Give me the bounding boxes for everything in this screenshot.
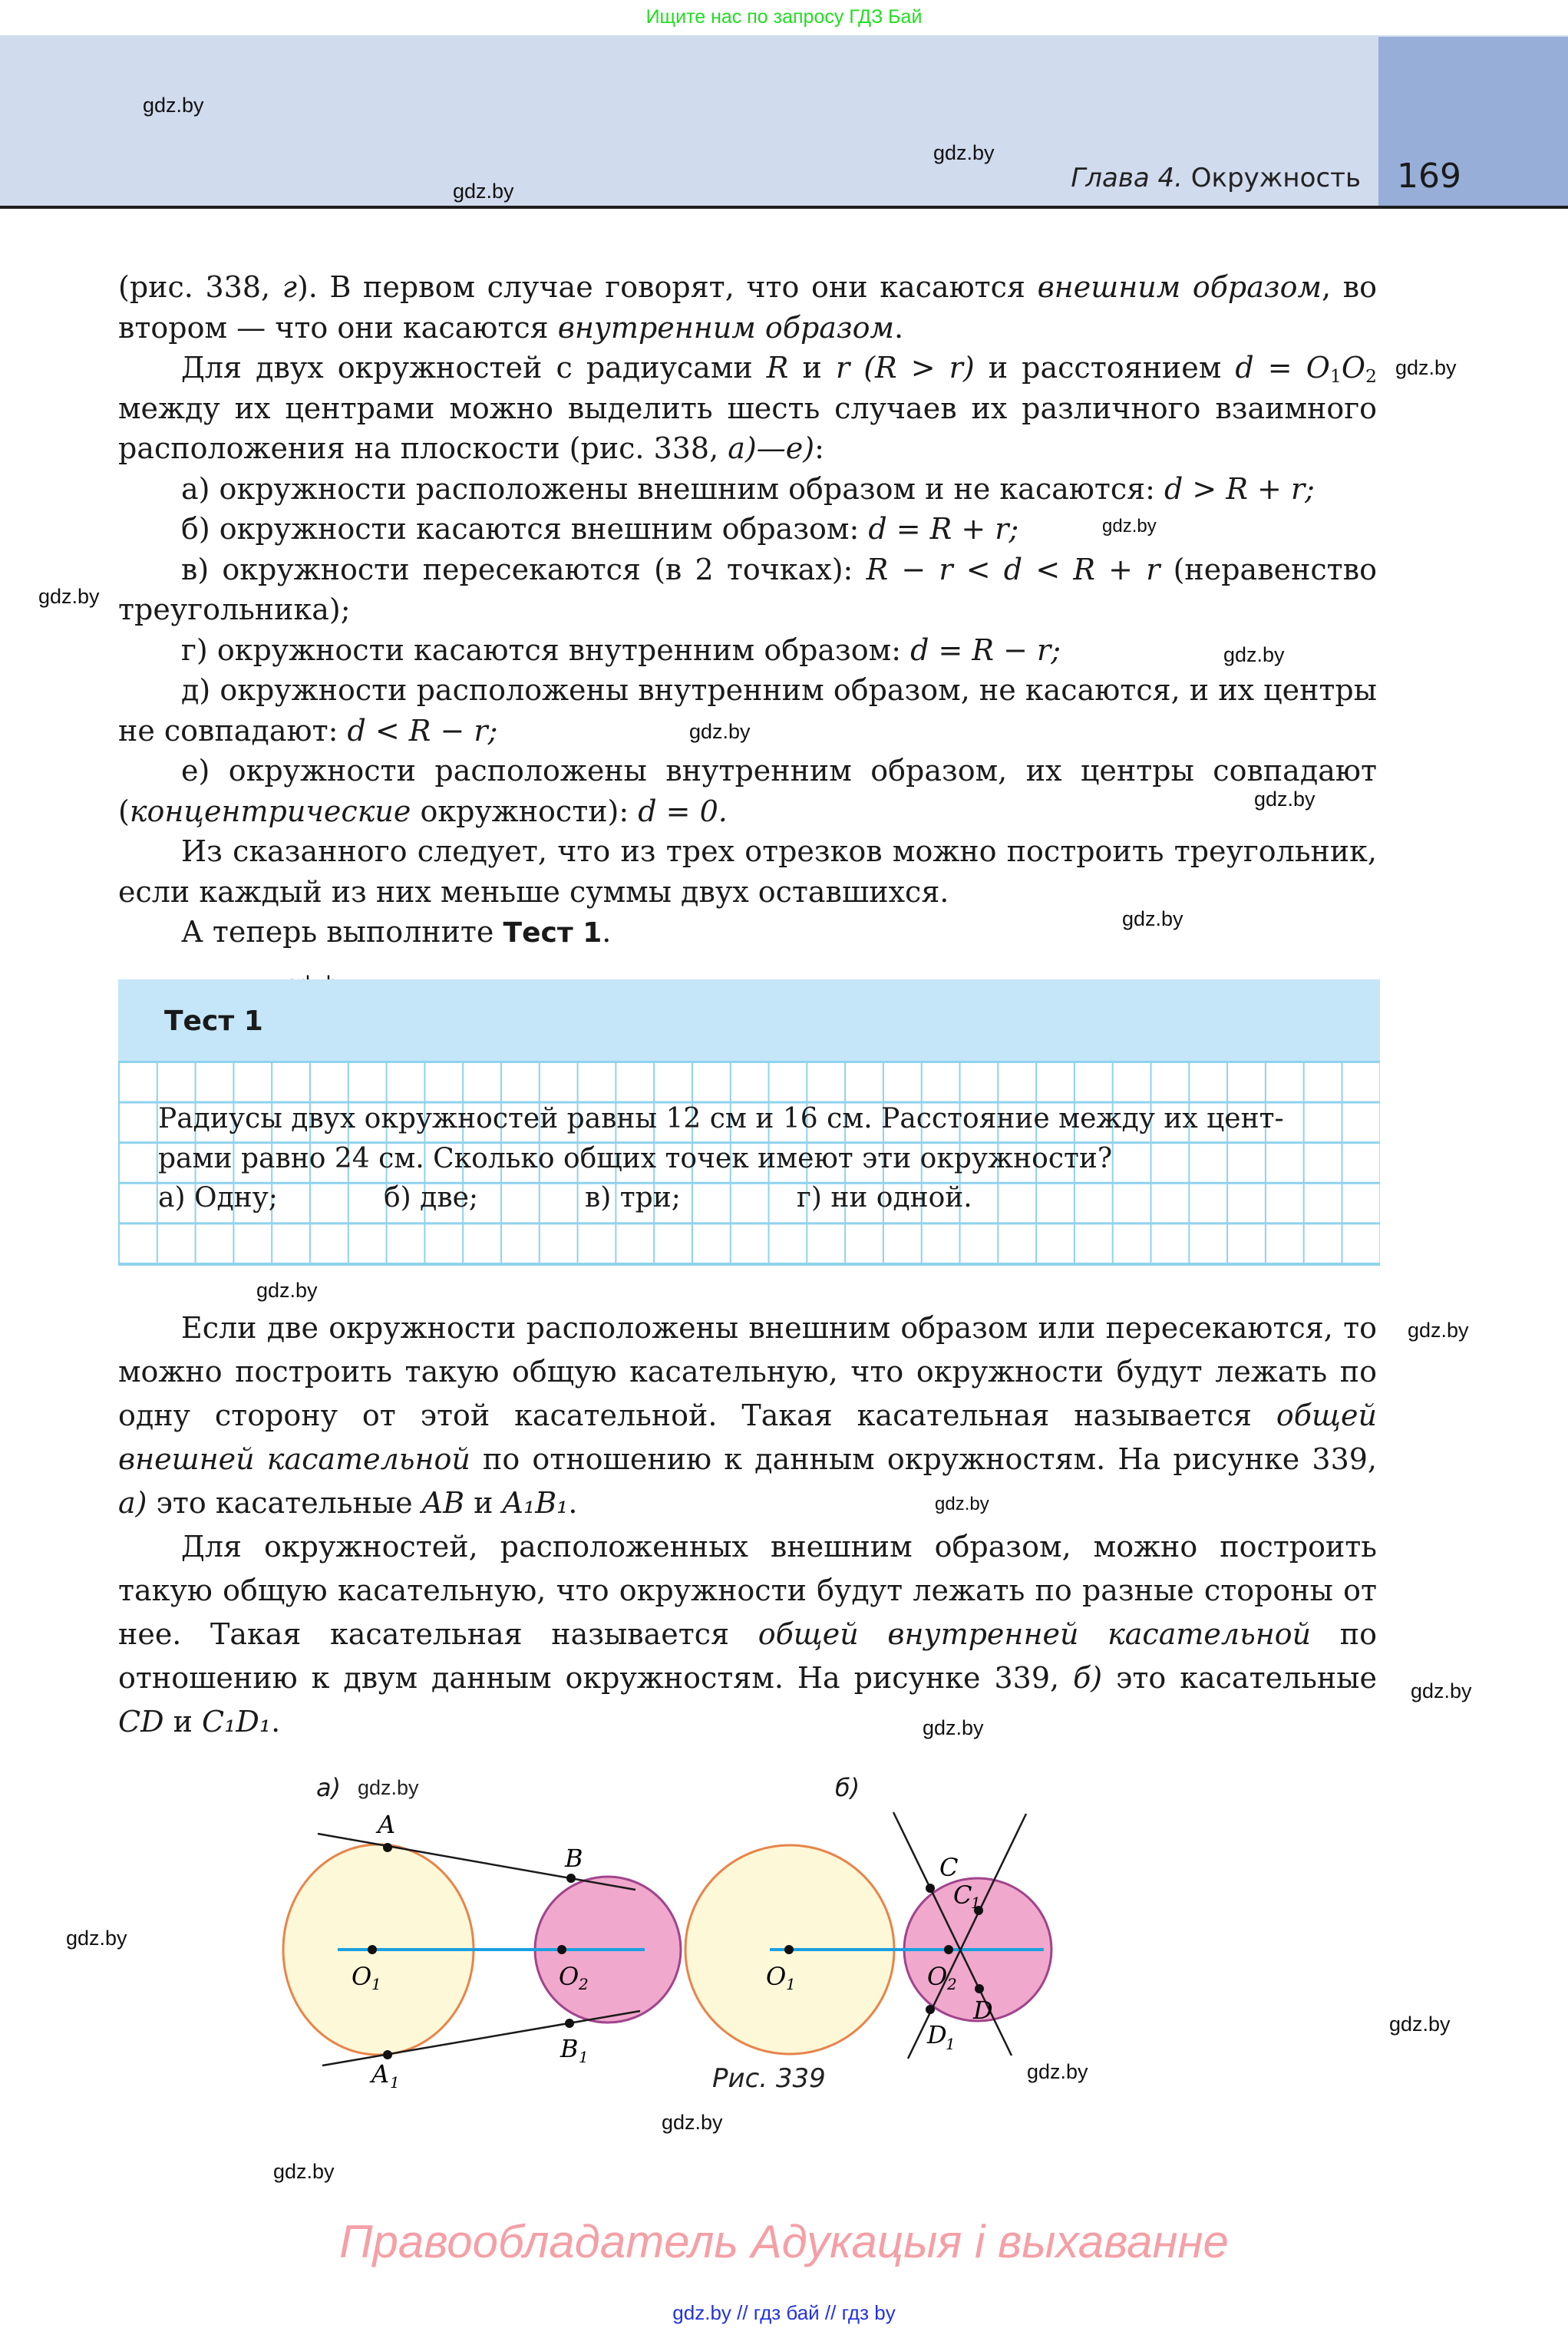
copyright-holder: Правообладатель Адукацыя і выхаванне — [339, 2216, 1229, 2267]
watermark: gdz.by — [689, 720, 751, 743]
case-v: в) окружности пересекаются (в 2 точках): R − r < d < R + r (неравенство треугольника); — [118, 552, 1377, 626]
figure-b-shapes — [685, 1812, 1051, 2059]
test-question-line-2: рами равно 24 см. Сколько общих точек имеют эти окружности? — [158, 1143, 1113, 1174]
watermark: gdz.by — [662, 2111, 723, 2134]
chapter-name: Окружность — [1190, 163, 1361, 193]
figure-a-diagram — [283, 1810, 681, 2092]
test-option-a[interactable]: а) Одну; — [158, 1182, 278, 1214]
watermark: gdz.by — [1411, 1679, 1472, 1702]
svg-text:O: O — [927, 1962, 948, 1991]
chapter-prefix: Глава 4. — [1071, 163, 1183, 193]
svg-text:2: 2 — [579, 1975, 589, 1993]
paragraph-radii: Для двух окружностей с радиусами R и r (R > r) и расстоянием $d = O_1O_2$ между их центрами можно выделить шесть случаев их различного взаимного расположения на плоскости (рис. 338, а)—е): — [118, 351, 1377, 465]
watermark: gdz.by — [256, 1279, 318, 1302]
test-header — [118, 979, 1380, 1061]
watermark: gdz.by — [1254, 788, 1315, 811]
test-1-box — [118, 979, 1380, 1265]
case-g: г) окружности касаются внутренним образом: d = R − r; — [181, 632, 1061, 667]
paragraph-do-test: А теперь выполните Тест 1. — [181, 915, 612, 949]
svg-text:1: 1 — [946, 2035, 956, 2053]
test-option-v[interactable]: в) три; — [585, 1182, 681, 1214]
svg-text:O: O — [766, 1962, 787, 1991]
watermark: gdz.by — [1408, 1319, 1469, 1342]
svg-text:O: O — [559, 1962, 579, 1991]
test-title: Тест 1 — [164, 1006, 263, 1037]
watermark: gdz.by — [1389, 2013, 1451, 2036]
test-link: Тест 1 — [503, 917, 602, 949]
watermark: gdz.by — [358, 1776, 419, 1799]
watermark: gdz.by — [1223, 643, 1285, 666]
svg-text:1: 1 — [786, 1975, 796, 1993]
point-c — [926, 1884, 935, 1893]
point-d — [975, 1984, 984, 1993]
watermark: gdz.by — [935, 1494, 989, 1514]
svg-text:A: A — [378, 1810, 396, 1839]
point-a — [383, 1843, 392, 1852]
point-o1 — [368, 1945, 377, 1954]
figure-b-label: б) — [835, 1773, 860, 1802]
svg-text:C: C — [939, 1853, 959, 1882]
point-a1 — [383, 2050, 392, 2059]
watermark: gdz.by — [1395, 356, 1457, 379]
paragraph-internal-tangent: Для окружностей, расположенных внешним образом, можно построить такую общую касательную, что окружности будут лежать по разные стороны от нее. Такая касательная называется общей внутренней касательной по отношению к двум данным окружностям. На рисунке 339, б) это касательные CD и C₁D₁. — [118, 1530, 1377, 1739]
body-text-section-2 — [118, 1306, 1377, 1744]
page-number: 169 — [1397, 157, 1461, 196]
watermark: gdz.by — [453, 180, 514, 203]
watermark: gdz.by — [923, 1716, 984, 1739]
paragraph-external-tangent: Если две окружности расположены внешним образом или пересекаются, то можно построить такую общую касательную, что окружности будут лежать по одну сторону от этой касательной. Такая касательная называется общей внешней касательной по отношению к данным окружностям. На рисунке 339, а) это касательные AB и A₁B₁. — [118, 1311, 1378, 1520]
watermark: gdz.by — [66, 1927, 127, 1950]
chapter-title — [1071, 163, 1361, 193]
case-a: а) окружности расположены внешним образом и не касаются: d > R + r; — [181, 471, 1315, 506]
figure-caption: Рис. 339 — [712, 2063, 826, 2094]
svg-text:1: 1 — [579, 2048, 589, 2066]
case-d: д) окружности расположены внутренним образом, не касаются, и их центры не совпадают: d < R − r; — [118, 673, 1377, 748]
svg-text:1: 1 — [371, 1975, 381, 1993]
watermark: gdz.by — [38, 585, 100, 608]
svg-text:1: 1 — [971, 1894, 981, 1912]
watermark: gdz.by — [933, 141, 995, 164]
paragraph-intro: (рис. 338, г). В первом случае говорят, что они касаются внешним образом, во втором — что они касаются внутренним образом. — [118, 270, 1377, 345]
test-option-g[interactable]: г) ни одной. — [797, 1182, 972, 1214]
svg-text:1: 1 — [390, 2073, 400, 2092]
watermark: gdz.by — [1122, 907, 1183, 930]
footer-links[interactable]: gdz.by // гдз бай // гдз by — [672, 2301, 896, 2324]
svg-text:D: D — [973, 1996, 993, 2025]
case-b: б) окружности касаются внешним образом: d = R + r; — [181, 512, 1019, 546]
point-b — [566, 1874, 576, 1883]
paragraph-triangle: Из сказанного следует, что из трех отрезков можно построить треугольник, если каждый из них меньше суммы двух оставшихся. — [118, 834, 1377, 909]
point-d1 — [926, 2005, 935, 2014]
figure-339 — [261, 1758, 1259, 2095]
test-question-line-1: Радиусы двух окружностей равны 12 см и 16 см. Расстояние между их цент- — [158, 1103, 1284, 1134]
body-text-section-1 — [118, 267, 1377, 954]
point-b1 — [565, 2019, 574, 2028]
svg-text:C: C — [953, 1881, 972, 1910]
header-rule — [0, 206, 1568, 209]
search-banner: Ищите нас по запросу ГДЗ Бай — [645, 6, 923, 28]
svg-text:2: 2 — [947, 1975, 957, 1993]
point-o2 — [557, 1945, 566, 1954]
svg-text:D: D — [927, 2020, 947, 2049]
watermark: gdz.by — [273, 2160, 335, 2183]
svg-text:B: B — [560, 2034, 579, 2063]
watermark: gdz.by — [143, 94, 204, 117]
test-option-b[interactable]: б) две; — [384, 1182, 479, 1214]
svg-text:B: B — [565, 1844, 583, 1873]
case-e: е) окружности расположены внутренним образом, их центры совпадают (концентрические окружности): d = 0. — [118, 754, 1377, 828]
svg-text:A: A — [371, 2059, 390, 2089]
watermark: gdz.by — [1102, 516, 1157, 537]
point-o1-b — [784, 1945, 794, 1954]
svg-text:O: O — [352, 1962, 372, 1991]
figure-a-label: а) — [316, 1773, 342, 1802]
point-o2-b — [944, 1945, 953, 1954]
watermark: gdz.by — [1027, 2060, 1088, 2083]
